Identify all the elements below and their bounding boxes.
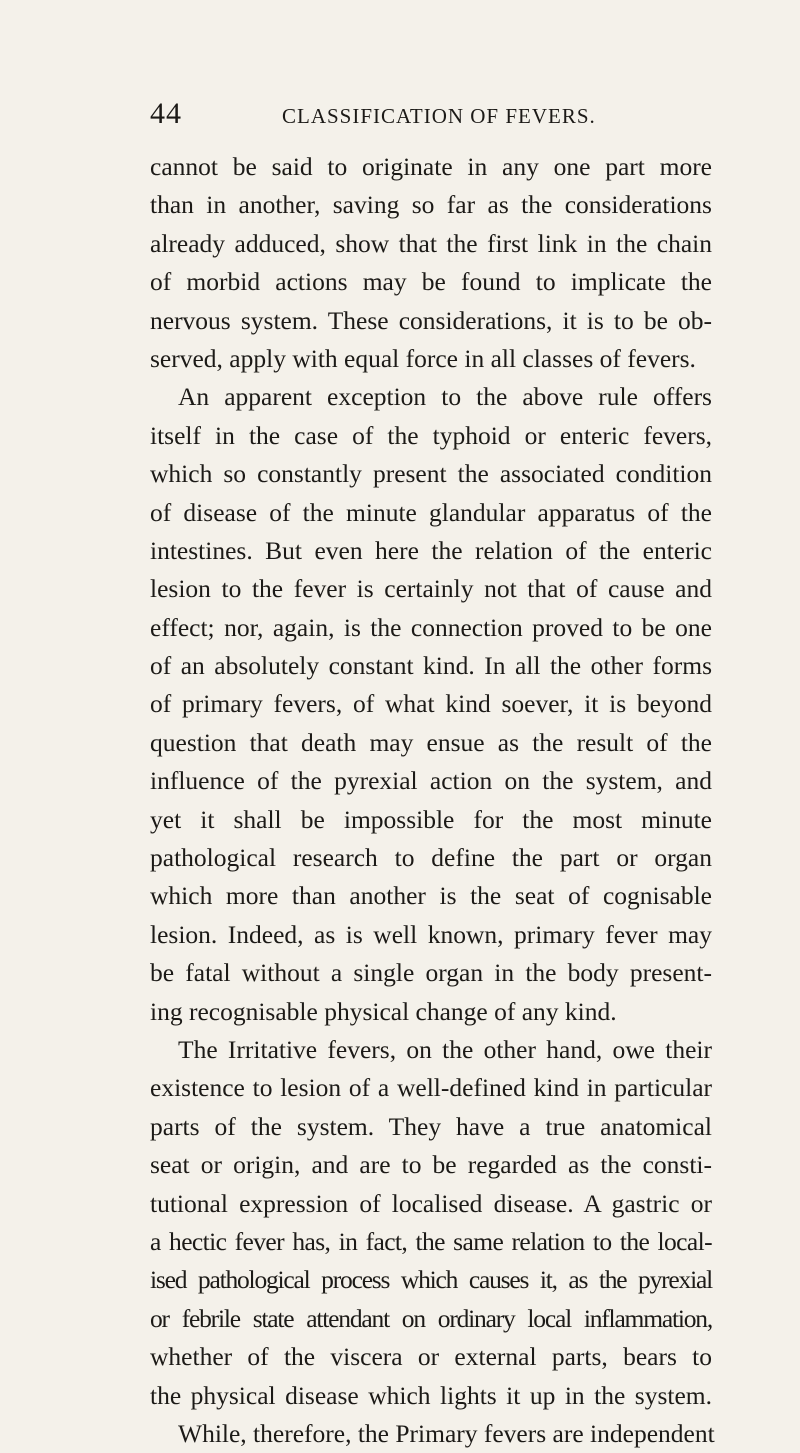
text-line: While, therefore, the Primary fevers are independent [178, 1418, 715, 1448]
text-line: intestines. But even here the relation of the enteric [150, 535, 712, 565]
text-line: which more than another is the seat of cognisable [150, 881, 712, 911]
text-line: parts of the system. They have a true anatomical [150, 1111, 712, 1141]
text-line: seat or origin, and are to be regarded as the consti- [150, 1150, 712, 1180]
page-header [150, 97, 710, 131]
text-line: which so constantly present the associated condition [150, 459, 712, 489]
text-line: nervous system. These considerations, it is to be ob- [150, 305, 712, 335]
text-line: of primary fevers, of what kind soever, it is beyond [150, 689, 712, 719]
text-line: lesion. Indeed, as is well known, primary fever may [150, 919, 712, 949]
text-line: or febrile state attendant on ordinary local inflammation, [150, 1303, 712, 1333]
text-line: The Irritative fevers, on the other hand, owe their [178, 1034, 712, 1064]
text-line: itself in the case of the typhoid or enteric fevers, [150, 420, 712, 450]
text-line: be fatal without a single organ in the body present- [150, 958, 712, 988]
text-line: than in another, saving so far as the considerations [150, 190, 712, 220]
text-line: yet it shall be impossible for the most minute [150, 804, 712, 834]
text-line: influence of the pyrexial action on the system, and [150, 766, 712, 796]
text-line: the physical disease which lights it up in the system. [150, 1380, 712, 1410]
text-line: whether of the viscera or external parts, bears to [150, 1342, 712, 1372]
text-line: a hectic fever has, in fact, the same relation to the local- [150, 1226, 712, 1256]
text-line: cannot be said to originate in any one part more [150, 152, 712, 181]
text-line: lesion to the fever is certainly not that of cause and [150, 574, 712, 604]
page-number: 44 [150, 97, 182, 130]
text-line: of an absolutely constant kind. In all the other forms [150, 651, 712, 681]
text-line: already adduced, show that the first link in the chain [150, 228, 712, 258]
text-line: ing recognisable physical change of any kind. [150, 996, 617, 1026]
text-line: ised pathological process which causes it, as the pyrexial [150, 1265, 712, 1295]
running-head: CLASSIFICATION OF FEVERS. [282, 104, 596, 128]
text-line: served, apply with equal force in all classes of fevers. [150, 343, 696, 373]
body-text [150, 148, 715, 1453]
text-line: existence to lesion of a well-defined kind in particular [150, 1073, 712, 1103]
text-line: effect; nor, again, is the connection proved to be one [150, 612, 712, 642]
text-line: question that death may ensue as the result of the [150, 727, 712, 757]
text-line: of disease of the minute glandular apparatus of the [150, 497, 712, 527]
text-line: tutional expression of localised disease. A gastric or [150, 1188, 712, 1218]
text-line: of morbid actions may be found to implicate the [150, 267, 712, 297]
text-line: An apparent exception to the above rule offers [178, 382, 712, 412]
text-line: pathological research to define the part or organ [150, 843, 712, 873]
